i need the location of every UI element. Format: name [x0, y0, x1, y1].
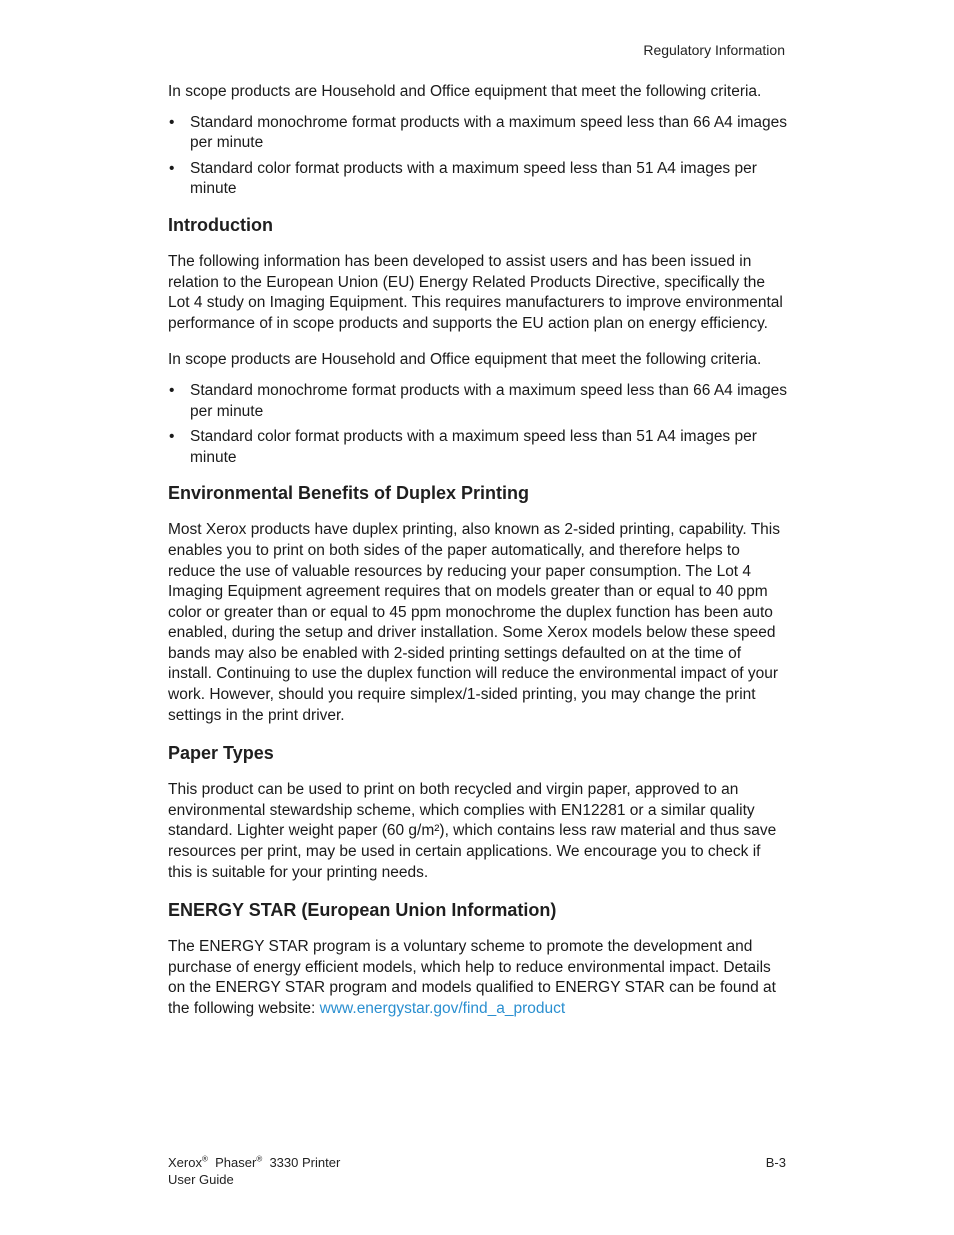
list-item-text: Standard color format products with a maximum speed less than 51 A4 images per minute: [190, 428, 757, 466]
page-number: B-3: [765, 1155, 786, 1170]
paper-types-paragraph: This product can be used to print on both recycled and virgin paper, approved to an environmental stewardship scheme, which complies with EN12281 or a similar quality standard. Lighter weight paper (60 g/m²), which contains less raw material and thus save resources per print, may be used in certain applications. We encourage you to check if this is suitable for your printing needs.: [168, 781, 777, 881]
bullet-icon: •: [169, 159, 175, 177]
energystar-link[interactable]: www.energystar.gov/find_a_product: [319, 1000, 566, 1017]
energy-star-text: The ENERGY STAR program is a voluntary scheme to promote the development and purchase of energy efficient models, which help to reduce environmental impact. Details on the ENERGY STAR program and models qualified to ENERGY STAR can be found at the following website:: [168, 938, 776, 1017]
duplex-paragraph: Most Xerox products have duplex printing, also known as 2-sided printing, capability. This enables you to print on both sides of the paper automatically, and therefore helps to reduce the use of valuable resources by reducing your paper consumption. The Lot 4 Imaging Equipment agreement requires that on models greater than or equal to 40 ppm color or greater than or equal to 45 ppm monochrome the duplex function has been auto enabled, during the setup and driver installation. Some Xerox models below these speed bands may also be enabled with 2-sided printing settings defaulted on at the time of install. Continuing to use the duplex function will reduce the environmental impact of your work. However, should you require simplex/1-sided printing, you may change the print settings in the print driver.: [168, 521, 781, 724]
list-item: [168, 113, 788, 154]
energy-star-paragraph: [168, 937, 788, 1019]
page-header: Regulatory Information: [643, 42, 785, 58]
introduction-heading: Introduction: [168, 214, 273, 235]
bullet-icon: •: [169, 381, 175, 399]
introduction-paragraph: The following information has been developed to assist users and has been issued in relation to the European Union (EU) Energy Related Products Directive, specifically the Lot 4 study on Imaging Equipment. This requires manufacturers to improve environmental performance of in scope products and supports the EU action plan on energy efficiency.: [168, 252, 783, 332]
footer-product: Phaser: [215, 1155, 257, 1170]
footer-guide: User Guide: [168, 1172, 234, 1187]
footer-product-line: [168, 1154, 786, 1171]
bullet-icon: •: [169, 113, 175, 131]
list-item: [168, 159, 788, 200]
bullet-icon: •: [169, 428, 175, 446]
footer-brand: Xerox: [168, 1155, 202, 1170]
scope-intro-text: In scope products are Household and Office equipment that meet the following criteria.: [168, 83, 762, 100]
list-item-text: Standard monochrome format products with a maximum speed less than 66 A4 images per minute: [190, 381, 788, 420]
introduction-scope-text: In scope products are Household and Office equipment that meet the following criteria.: [168, 351, 762, 369]
footer-model: 3330 Printer: [269, 1155, 341, 1170]
energy-star-heading: ENERGY STAR (European Union Information): [168, 900, 557, 921]
list-item: [168, 427, 788, 468]
list-item: [168, 381, 788, 422]
paper-types-heading: Paper Types: [168, 743, 274, 764]
duplex-heading: Environmental Benefits of Duplex Printing: [168, 483, 530, 504]
page-footer: [168, 1154, 786, 1188]
scope-intro-bullets: [168, 113, 788, 200]
registered-mark: ®: [256, 1154, 263, 1164]
registered-mark: ®: [201, 1154, 208, 1164]
introduction-bullets: [168, 381, 788, 468]
list-item-text: Standard color format products with a maximum speed less than 51 A4 images per minute: [190, 159, 757, 198]
list-item-text: Standard monochrome format products with a maximum speed less than 66 A4 images per minute: [190, 113, 788, 152]
page-content: [168, 82, 788, 1030]
